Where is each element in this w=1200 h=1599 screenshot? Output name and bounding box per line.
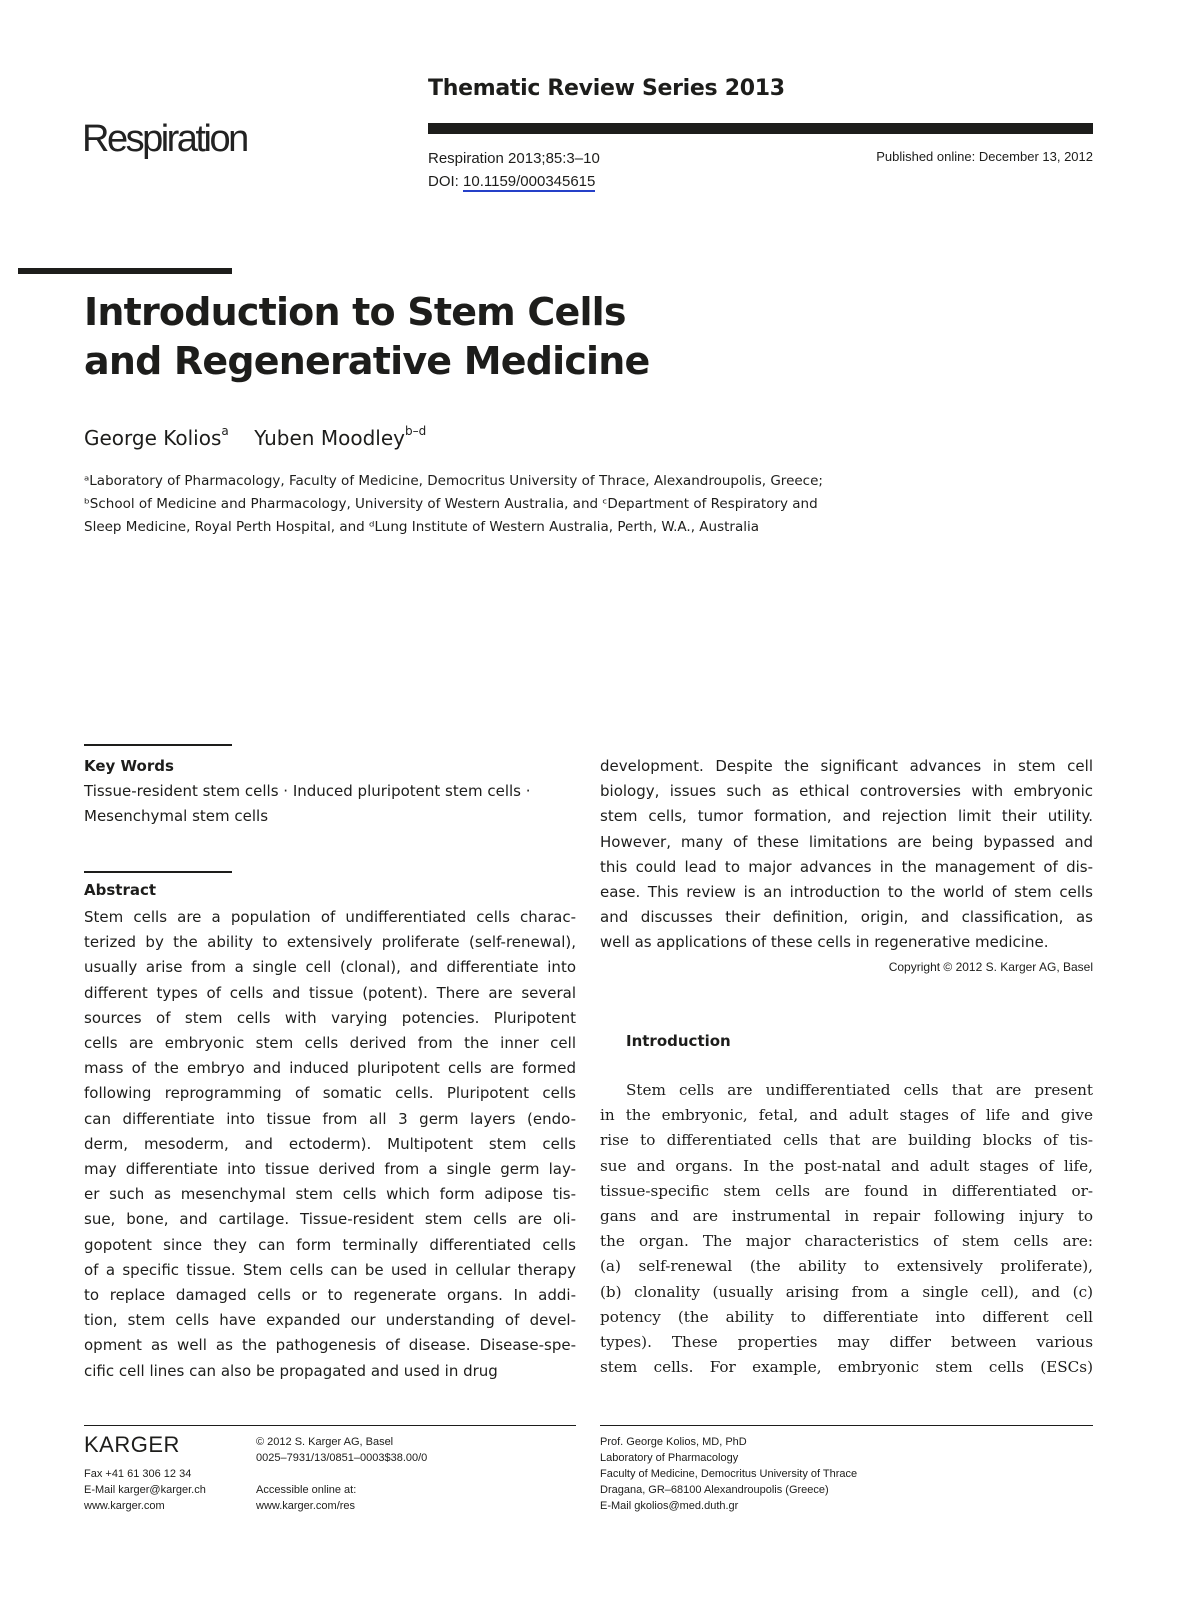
author-name: Yuben Moodley	[254, 426, 405, 450]
authors	[84, 426, 426, 450]
text-line: Stem cells are undifferentiated cells that are present	[626, 1081, 1093, 1099]
title-line: and Regenerative Medicine	[84, 339, 650, 383]
contact-website[interactable]: www.karger.com	[84, 1500, 165, 1512]
text-line: sources of stem cells with varying potencies. Pluripotent	[84, 1008, 576, 1027]
keywords-line: Mesenchymal stem cells	[84, 807, 269, 825]
text-line: rise to differentiated cells that are building blocks of tis-	[600, 1131, 1093, 1150]
footer-copyright-line: © 2012 S. Karger AG, Basel	[256, 1436, 394, 1448]
text-line: cific cell lines can also be propagated and used in drug	[84, 1361, 498, 1380]
text-line: and discusses their definition, origin, and classification, as	[600, 908, 1093, 927]
text-line: stem cells. For example, embryonic stem cells (ESCs)	[600, 1358, 1093, 1377]
text-line: following reprogramming of somatic cells. Pluripotent cells	[84, 1084, 576, 1103]
correspondence-line: Faculty of Medicine, Democritus University of Thrace	[600, 1468, 858, 1480]
text-line: usually arise from a single cell (clonal), and differentiate into	[84, 958, 576, 977]
article-title	[84, 288, 650, 386]
text-line: tissue-specific stem cells are found in differentiated or-	[600, 1181, 1093, 1200]
contact-fax: Fax +41 61 306 12 34	[84, 1468, 192, 1480]
footer-rule-left	[84, 1425, 576, 1426]
text-line: stem cells, tumor formation, and rejection limit their utility.	[600, 807, 1093, 826]
introduction-body	[600, 1078, 1093, 1380]
text-line: opment as well as the pathogenesis of disease. Disease-spe-	[84, 1336, 576, 1355]
correspondence-email[interactable]: E-Mail gkolios@med.duth.gr	[600, 1500, 739, 1512]
footer-rule-right	[600, 1425, 1093, 1426]
text-line: (b) clonality (usually arising from a single cell), and (c)	[600, 1282, 1093, 1301]
text-line: development. Despite the significant advances in stem cell	[600, 757, 1093, 775]
footer-issn-line: 0025–7931/13/0851–0003$38.00/0	[256, 1452, 428, 1464]
copyright-line: Copyright © 2012 S. Karger AG, Basel	[888, 960, 1093, 974]
access-label: Accessible online at:	[256, 1484, 357, 1496]
contact-email[interactable]: E-Mail karger@karger.ch	[84, 1484, 206, 1496]
affiliation-line: ᵃLaboratory of Pharmacology, Faculty of Medicine, Democritus University of Thrace, Alexandroupolis, Greece;	[84, 473, 823, 489]
text-line: of a specific tissue. Stem cells can be used in cellular therapy	[84, 1260, 576, 1279]
doi-line	[428, 170, 600, 193]
series-title: Thematic Review Series 2013	[428, 76, 785, 101]
text-line: in the embryonic, fetal, and adult stages of life and give	[600, 1106, 1093, 1125]
author-affiliation-mark: a	[221, 424, 229, 439]
text-line: well as applications of these cells in regenerative medicine.	[600, 933, 1049, 952]
footer-copyright	[256, 1434, 427, 1466]
text-line: ease. This review is an introduction to the world of stem cells	[600, 883, 1093, 902]
text-line: this could lead to major advances in the management of dis-	[600, 857, 1093, 876]
text-line: can differentiate into tissue from all 3 germ layers (endo-	[84, 1109, 576, 1128]
affiliations	[84, 470, 904, 539]
journal-logo: Respiration	[82, 118, 247, 160]
text-line: derm, mesoderm, and ectoderm). Multipotent stem cells	[84, 1134, 576, 1153]
keywords	[84, 779, 531, 829]
doi-link[interactable]: 10.1159/000345615	[463, 173, 596, 190]
title-line: Introduction to Stem Cells	[84, 290, 626, 334]
keywords-heading: Key Words	[84, 757, 174, 775]
text-line: However, many of these limitations are being bypassed and	[600, 832, 1093, 851]
published-date: Published online: December 13, 2012	[876, 149, 1093, 164]
abstract-body	[84, 905, 576, 1384]
abstract-rule	[84, 871, 232, 873]
publisher-contact	[84, 1466, 206, 1514]
text-line: potency (the ability to differentiate into different cell	[600, 1307, 1093, 1326]
text-line: may differentiate into tissue derived from a single germ lay-	[84, 1160, 576, 1179]
correspondence-address	[600, 1434, 857, 1514]
publisher-logo: KARGER	[84, 1432, 180, 1457]
text-line: gans and are instrumental in repair following injury to	[600, 1207, 1093, 1226]
text-line: to replace damaged cells or to regenerate organs. In addi-	[84, 1286, 576, 1305]
correspondence-line: Dragana, GR–68100 Alexandroupolis (Greece)	[600, 1484, 829, 1496]
text-line: (a) self-renewal (the ability to extensively proliferate),	[600, 1257, 1093, 1276]
abstract-continued	[600, 754, 1093, 956]
text-line: different types of cells and tissue (potent). There are several	[84, 983, 576, 1002]
access-link[interactable]: www.karger.com/res	[256, 1500, 356, 1512]
text-line: tion, stem cells have expanded our understanding of devel-	[84, 1311, 576, 1330]
text-line: terized by the ability to extensively proliferate (self-renewal),	[84, 933, 576, 952]
abstract-heading: Abstract	[84, 881, 157, 899]
text-line: Stem cells are a population of undifferentiated cells charac-	[84, 908, 576, 926]
affiliation-line: ᵇSchool of Medicine and Pharmacology, University of Western Australia, and ᶜDepartment of Respiratory and	[84, 496, 818, 512]
text-line: sue, bone, and cartilage. Tissue-resident stem cells are oli-	[84, 1210, 576, 1229]
text-line: mass of the embryo and induced pluripotent cells are formed	[84, 1059, 576, 1078]
citation-block	[428, 147, 600, 193]
title-rule	[18, 268, 232, 274]
header-bar	[428, 123, 1093, 134]
text-line: biology, issues such as ethical controversies with embryonic	[600, 782, 1093, 801]
text-line: types). These properties may differ between various	[600, 1333, 1093, 1352]
introduction-heading: Introduction	[626, 1032, 731, 1050]
keywords-line: Tissue-resident stem cells · Induced pluripotent stem cells ·	[84, 782, 531, 800]
correspondence-line: Prof. George Kolios, MD, PhD	[600, 1436, 747, 1448]
footer-access	[256, 1482, 356, 1514]
correspondence-line: Laboratory of Pharmacology	[600, 1452, 739, 1464]
text-line: gopotent since they can form terminally differentiated cells	[84, 1235, 576, 1254]
author-name: George Kolios	[84, 426, 222, 450]
citation: Respiration 2013;85:3–10	[428, 150, 600, 167]
affiliation-line: Sleep Medicine, Royal Perth Hospital, and ᵈLung Institute of Western Australia, Perth, W.A., Australia	[84, 519, 759, 535]
author-affiliation-mark: b–d	[404, 424, 427, 439]
text-line: sue and organs. In the post-natal and adult stages of life,	[600, 1156, 1093, 1175]
text-line: the organ. The major characteristics of stem cells are:	[600, 1232, 1093, 1251]
keywords-rule	[84, 744, 232, 746]
text-line: er such as mesenchymal stem cells which form adipose tis-	[84, 1185, 576, 1204]
text-line: cells are embryonic stem cells derived from the inner cell	[84, 1034, 576, 1053]
doi-label: DOI:	[428, 173, 464, 190]
